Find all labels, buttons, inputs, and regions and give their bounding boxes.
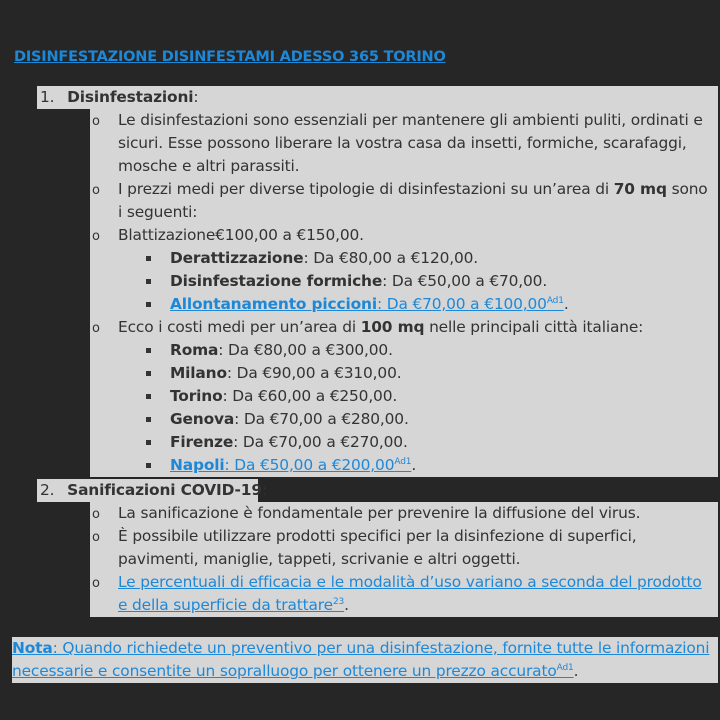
circle-bullet-icon: o: [92, 229, 100, 244]
circle-bullet-icon: o: [92, 183, 100, 198]
note-link[interactable]: Nota: Quando richiedete un preventivo per una disinfestazione, fornite tutte le informazioni: [12, 639, 710, 657]
list-item-text: pavimenti, maniglie, tappeti, scrivanie e altri oggetti.: [118, 550, 521, 568]
list-item-text: mosche e altri parassiti.: [118, 157, 300, 175]
square-bullet-icon: [146, 302, 151, 307]
page-title[interactable]: DISINFESTAZIONE DISINFESTAMI ADESSO 365 TORINO: [14, 49, 446, 65]
section-heading: Disinfestazioni: [67, 88, 194, 106]
section-number: 1.: [40, 88, 55, 106]
list-item-text: i seguenti:: [118, 203, 198, 221]
list-item-link[interactable]: e della superficie da trattare$^{23}$.: [118, 596, 349, 614]
circle-bullet-icon: o: [92, 576, 100, 591]
price-item: Milano: Da €90,00 a €310,00.: [170, 364, 402, 382]
price-item-link[interactable]: Napoli: Da €50,00 a $€200,00^{Ad1}$.: [170, 456, 417, 474]
price-item: Disinfestazione formiche: Da €50,00 a €70,00.: [170, 272, 548, 290]
circle-bullet-icon: o: [92, 507, 100, 522]
circle-bullet-icon: o: [92, 530, 100, 545]
list-item-text: Ecco i costi medi per un’area di 100 mq nelle principali città italiane:: [118, 318, 644, 336]
list-item-text: Le disinfestazioni sono essenziali per mantenere gli ambienti puliti, ordinati e: [118, 111, 703, 129]
square-bullet-icon: [146, 348, 151, 353]
list-item-text: Blattizazione€100,00 a €150,00.: [118, 226, 364, 244]
list-item-text: È possibile utilizzare prodotti specifici per la disinfezione di superfici,: [118, 527, 637, 545]
square-bullet-icon: [146, 463, 151, 468]
square-bullet-icon: [146, 371, 151, 376]
heading-colon: :: [193, 88, 199, 106]
circle-bullet-icon: o: [92, 114, 100, 129]
square-bullet-icon: [146, 417, 151, 422]
section-number: 2.: [40, 481, 55, 499]
circle-bullet-icon: o: [92, 321, 100, 336]
list-item-text: La sanificazione è fondamentale per prevenire la diffusione del virus.: [118, 504, 641, 522]
price-item-link[interactable]: Allontanamento piccioni: Da €70,00 a $€100,00^{Ad1}$.: [170, 295, 569, 313]
price-item: Torino: Da €60,00 a €250,00.: [170, 387, 398, 405]
section-1-heading: [37, 86, 718, 109]
square-bullet-icon: [146, 279, 151, 284]
list-item-link[interactable]: Le percentuali di efficacia e le modalità d’uso variano a seconda del prodotto: [118, 573, 702, 591]
square-bullet-icon: [146, 256, 151, 261]
square-bullet-icon: [146, 394, 151, 399]
section-heading: Sanificazioni COVID-19: [67, 481, 262, 499]
price-item: Roma: Da €80,00 a €300,00.: [170, 341, 393, 359]
list-item-text: I prezzi medi per diverse tipologie di disinfestazioni su un’area di 70 mq sono: [118, 180, 708, 198]
price-item: Derattizzazione: Da €80,00 a €120,00.: [170, 249, 478, 267]
price-item: Genova: Da €70,00 a €280,00.: [170, 410, 409, 428]
price-item: Firenze: Da €70,00 a €270,00.: [170, 433, 408, 451]
list-item-text: sicuri. Esse possono liberare la vostra casa da insetti, formiche, scarafaggi,: [118, 134, 687, 152]
square-bullet-icon: [146, 440, 151, 445]
note-link[interactable]: necessarie e consentite un sopralluogo per ottenere un prezzo accurato$^{Ad1}$.: [12, 662, 579, 680]
section-2-heading: [37, 479, 267, 502]
heading-colon: :: [261, 481, 267, 499]
